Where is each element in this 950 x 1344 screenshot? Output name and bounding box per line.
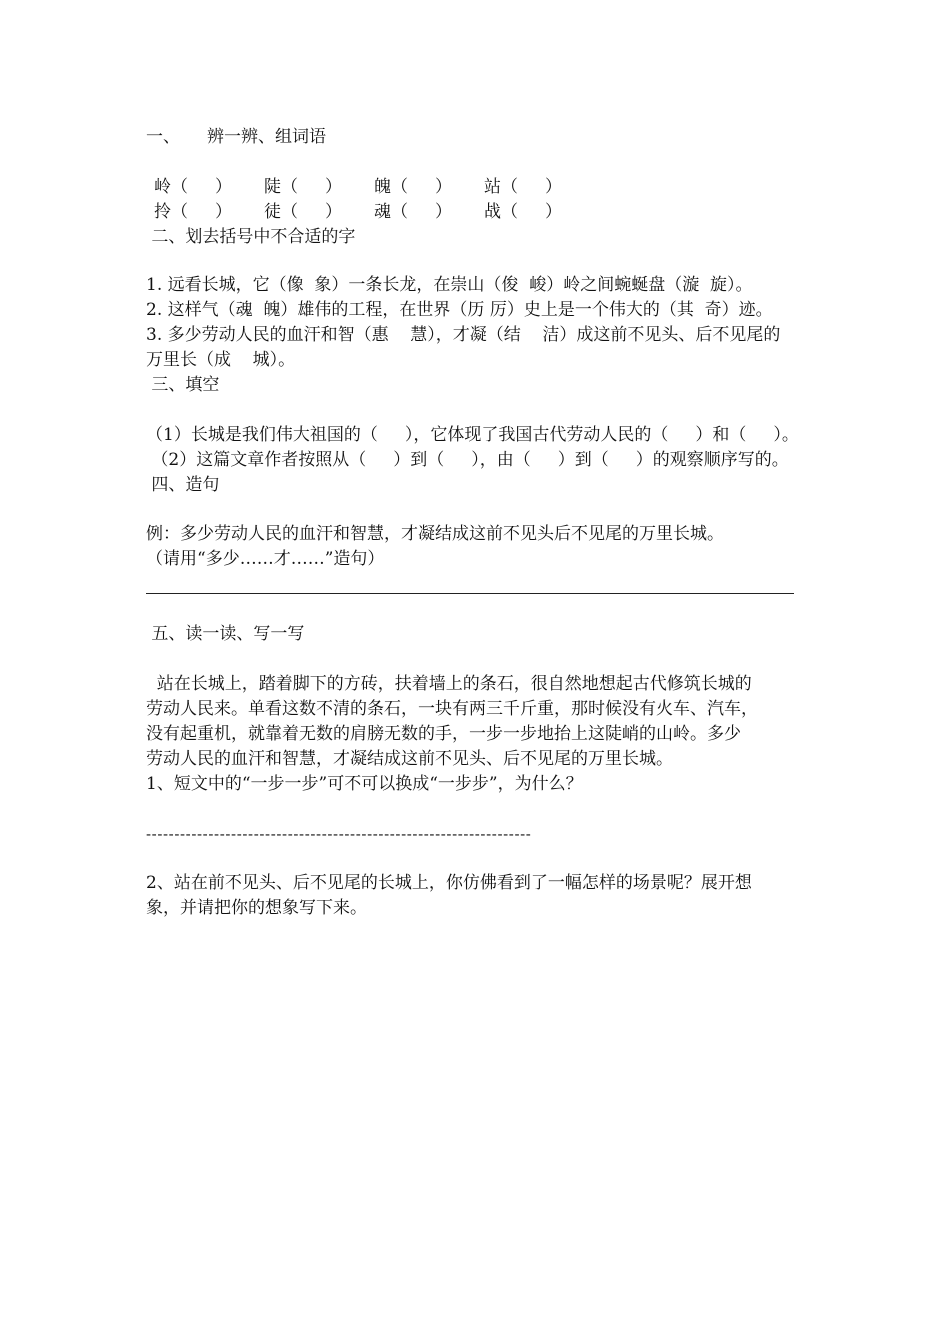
passage-line: 站在长城上，踏着脚下的方砖，扶着墙上的条石，很自然地想起古代修筑长城的 xyxy=(146,674,752,694)
word-cell: 徒（ ） xyxy=(264,202,343,222)
question-2-continued: 象，并请把你的想象写下来。 xyxy=(146,898,367,918)
section-3-line: （2）这篇文章作者按照从（ ）到（ ），由（ ）到（ ）的观察顺序写的。 xyxy=(146,450,789,470)
word-cell: 魄（ ） xyxy=(374,177,453,197)
section-3-line: （1）长城是我们伟大祖国的（ ），它体现了我国古代劳动人民的（ ）和（ ）。 xyxy=(146,425,799,445)
word-cell: 拎（ ） xyxy=(154,202,233,222)
section-2-line: 万里长（成 城）。 xyxy=(146,350,296,370)
passage-line: 没有起重机，就靠着无数的肩膀无数的手，一步一步地抬上这陡峭的山岭。多少 xyxy=(146,724,741,744)
section-2-line: 2. 这样气（魂 魄）雄伟的工程，在世界（历 厉）史上是一个伟大的（其 奇）迹。 xyxy=(146,300,773,320)
answer-dash-line[interactable]: -------------------------------------------------------------------- xyxy=(146,825,532,843)
question-1: 1、短文中的“一步一步”可不可以换成“一步步”，为什么？ xyxy=(146,774,583,794)
section-2-line: 3. 多少劳动人民的血汗和智（惠 慧），才凝（结 洁）成这前不见头、后不见尾的 xyxy=(146,325,781,345)
section-1-title: 一、 辨一辨、组词语 xyxy=(146,127,327,147)
word-cell: 陡（ ） xyxy=(264,177,343,197)
section-2-line: 1. 远看长城，它（像 象）一条长龙，在崇山（俊 峻）岭之间蜿蜒盘（漩 旋）。 xyxy=(146,275,753,295)
passage-line: 劳动人民来。单看这数不清的条石，一块有两三千斤重，那时候没有火车、汽车， xyxy=(146,699,758,719)
word-cell: 站（ ） xyxy=(484,177,563,197)
question-2: 2、站在前不见头、后不见尾的长城上，你仿佛看到了一幅怎样的场景呢？展开想 xyxy=(146,873,752,893)
section-5-title: 五、读一读、写一写 xyxy=(146,624,305,644)
answer-line[interactable] xyxy=(146,593,794,594)
word-cell: 魂（ ） xyxy=(374,202,453,222)
word-cell: 战（ ） xyxy=(484,202,563,222)
section-4-title: 四、造句 xyxy=(146,475,220,495)
example-sentence: 例：多少劳动人民的血汗和智慧，才凝结成这前不见头后不见尾的万里长城。 xyxy=(146,524,724,544)
word-cell: 岭（ ） xyxy=(154,177,233,197)
section-3-title: 三、填空 xyxy=(146,375,220,395)
section-2-title: 二、划去括号中不合适的字 xyxy=(146,227,356,247)
passage-line: 劳动人民的血汗和智慧，才凝结成这前不见头、后不见尾的万里长城。 xyxy=(146,749,673,769)
sentence-instruction: （请用“多少……才……”造句） xyxy=(146,549,385,569)
